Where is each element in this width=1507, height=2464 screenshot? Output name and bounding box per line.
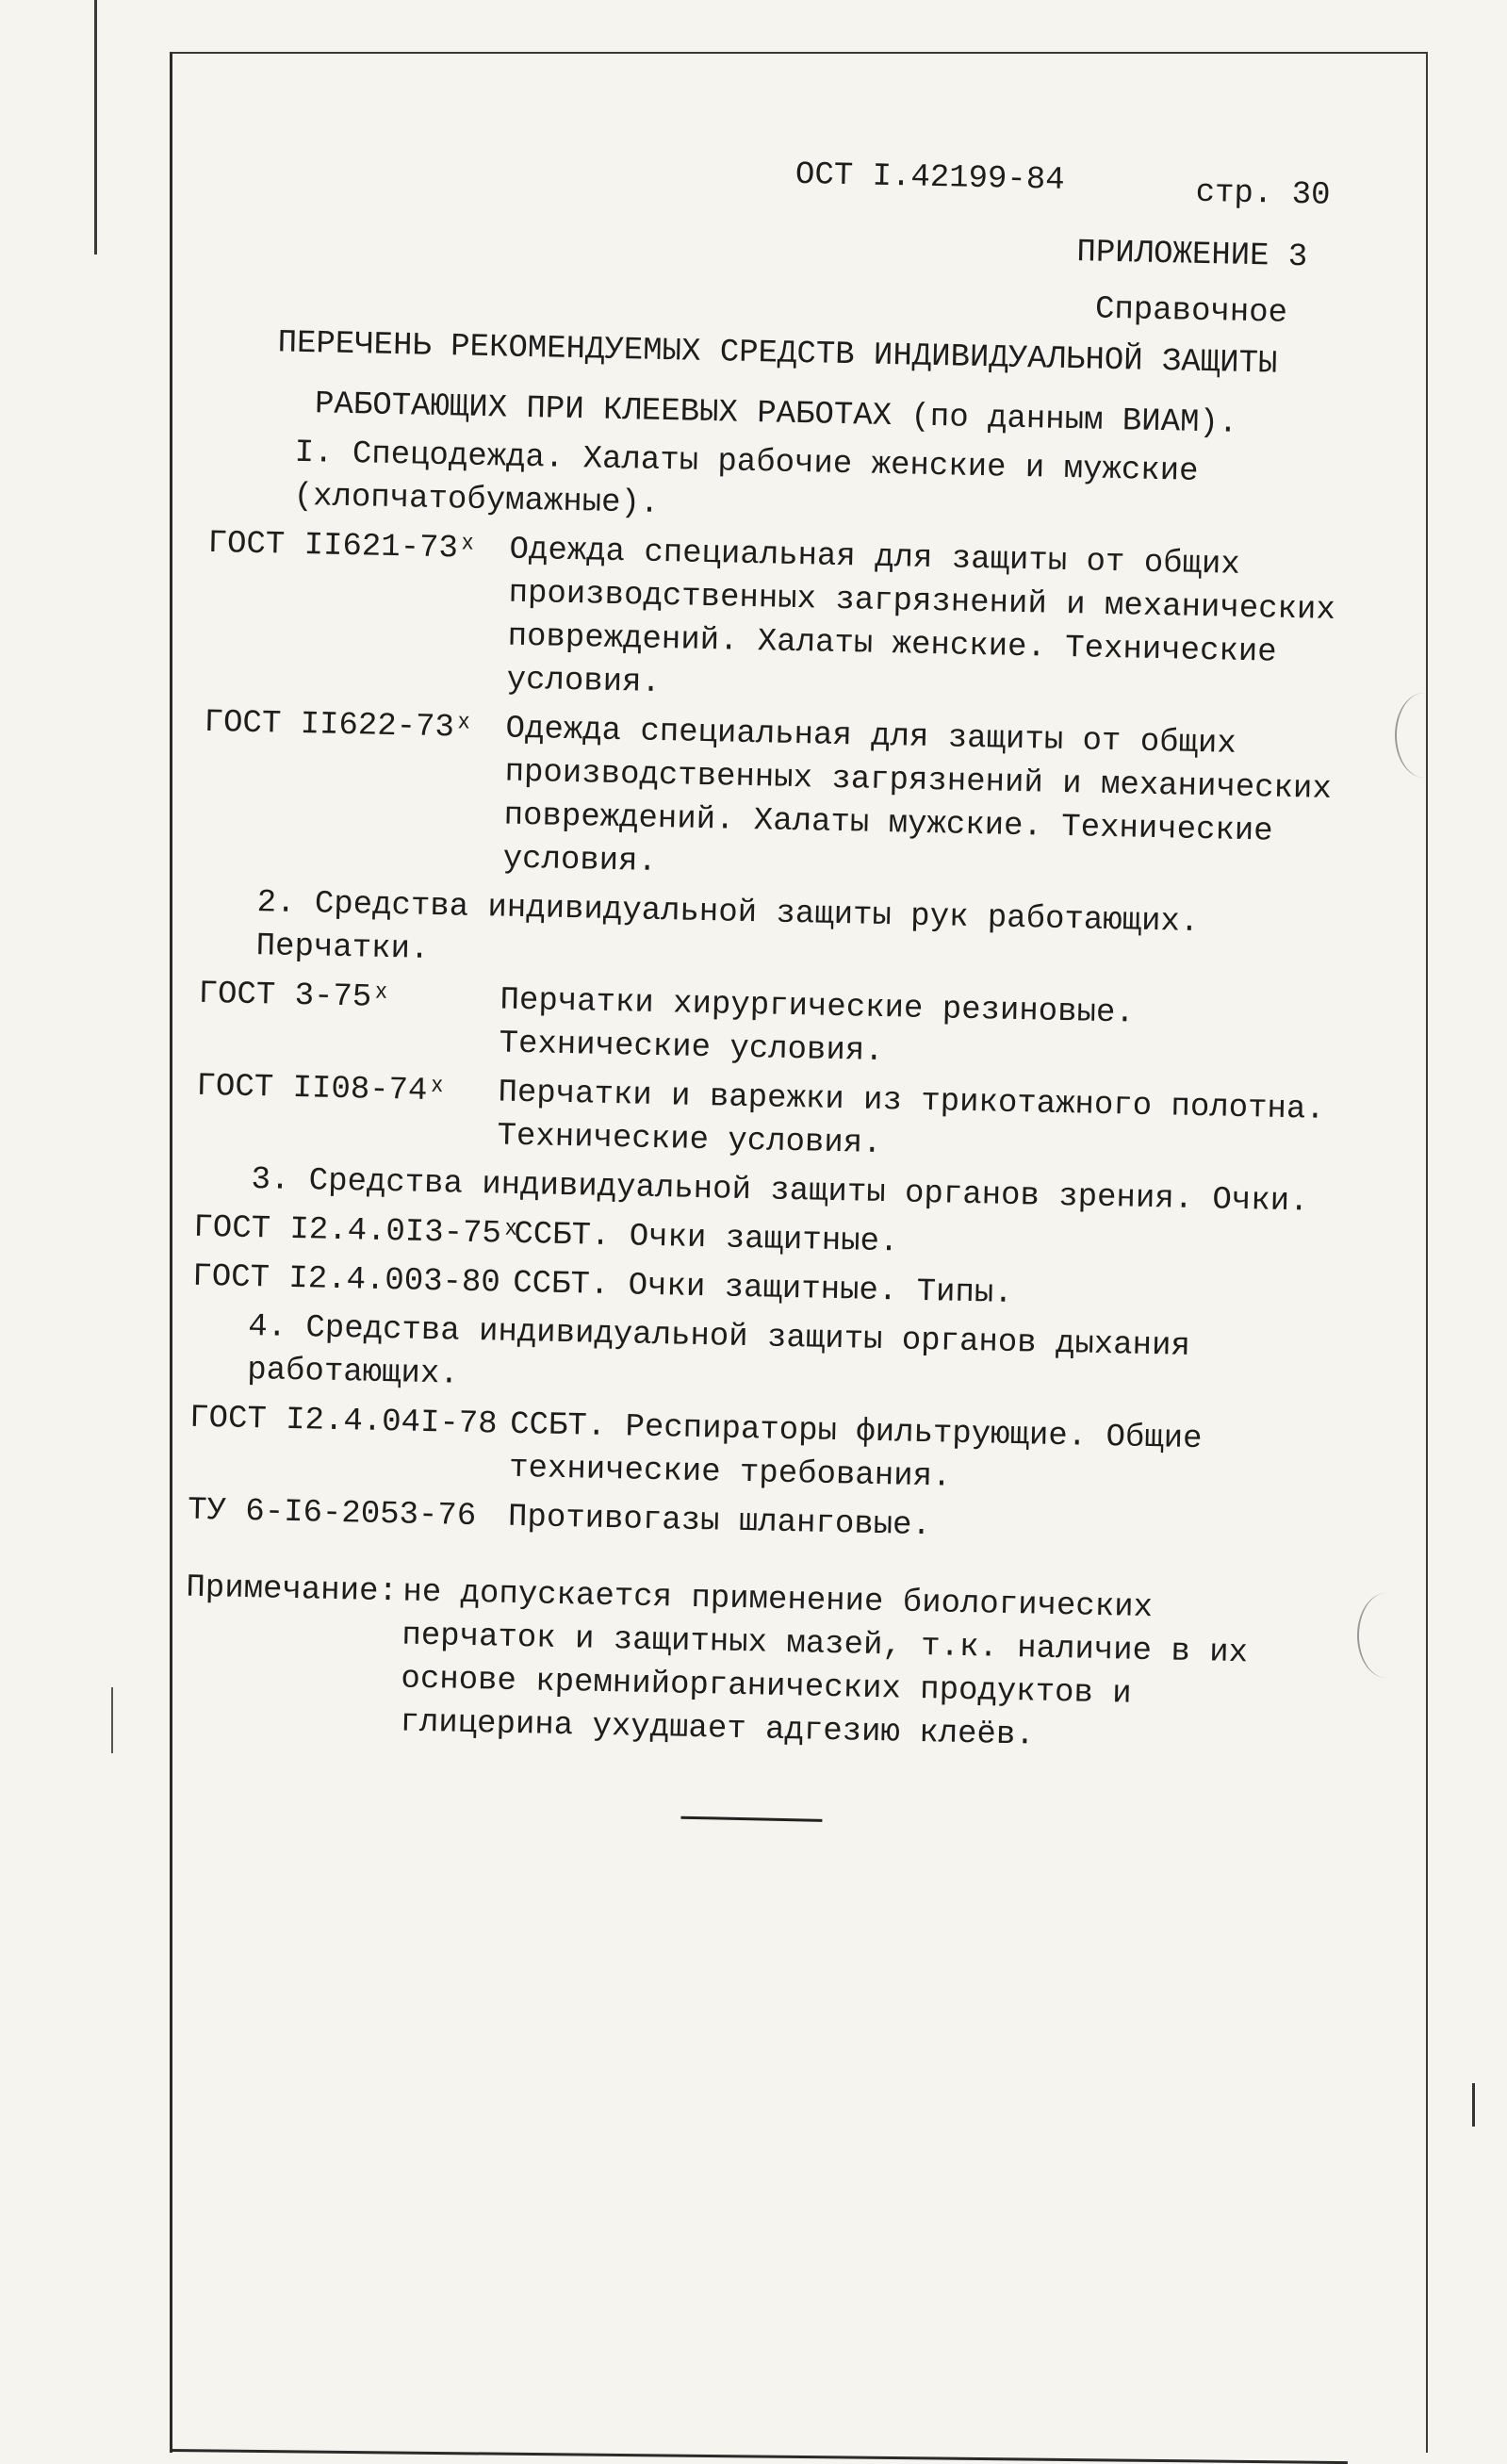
appendix-label: ПРИЛОЖЕНИЕ 3 xyxy=(1076,235,1308,276)
standard-row xyxy=(195,1065,1384,1176)
section-heading: 4. Средства индивидуальной защиты органов дыхания работающих. xyxy=(246,1308,1191,1393)
standard-description: ССБТ. Респираторы фильтрующие. Общие технические требования. xyxy=(508,1406,1203,1496)
standard-row xyxy=(188,1397,1378,1508)
standard-description: ССБТ. Очки защитные. xyxy=(513,1216,899,1261)
standard-code: ГОСТ I2.4.04I-78 xyxy=(188,1400,498,1443)
standard-code: ТУ 6-I6-2053-76 xyxy=(187,1492,477,1536)
note-label: Примечание: xyxy=(186,1569,399,1611)
section-heading: 3. Средства индивидуальной защиты органов зрения. Очки. xyxy=(251,1162,1309,1221)
binding-edge-mark xyxy=(94,0,97,255)
page-number: стр. 30 xyxy=(1195,174,1331,214)
section-heading: 2. Средства индивидуальной защиты рук работающих. Перчатки. xyxy=(255,885,1200,968)
document-code: ОСТ I.42199-84 xyxy=(794,156,1065,199)
standard-description: Одежда специальная для защиты от общих производственных загрязнений и механических повреждений. Халаты женские. Технические условия. xyxy=(506,532,1336,701)
standard-code: ГОСТ I2.4.0I3-75ˣ xyxy=(193,1209,521,1254)
standard-code: ГОСТ II08-74ˣ xyxy=(196,1068,448,1110)
margin-mark xyxy=(111,1687,113,1753)
standard-code: ГОСТ I2.4.003-80 xyxy=(191,1258,501,1302)
document-body xyxy=(182,123,1404,1833)
standard-description: Одежда специальная для защиты от общих производственных загрязнений и механических повреждений. Халаты мужские. Технические условия. xyxy=(502,711,1333,880)
title-line-1: ПЕРЕЧЕНЬ РЕКОМЕНДУЕМЫХ СРЕДСТВ ИНДИВИДУАЛЬНОЙ ЗАЩИТЫ xyxy=(277,325,1278,383)
note-text: не допускается применение биологических перчаток и защитных мазей, т.к. наличие в их основе кремнийорганических продуктов и глицерина ухудшает адгезию клеёв. xyxy=(400,1574,1249,1754)
standard-description: Противогазы шланговые. xyxy=(507,1499,932,1545)
standard-row xyxy=(197,973,1386,1084)
standard-description: ССБТ. Очки защитные. Типы. xyxy=(512,1265,1014,1312)
standard-row xyxy=(205,522,1396,720)
standard-description: Перчатки и варежки из трикотажного полотна. Технические условия. xyxy=(497,1075,1326,1163)
standard-description: Перчатки хирургические резиновые. Технические условия. xyxy=(499,982,1136,1071)
standard-code: ГОСТ II621-73ˣ xyxy=(207,525,478,567)
margin-mark-right xyxy=(1472,2083,1475,2127)
standard-row xyxy=(201,701,1392,899)
title-line-2: РАБОТАЮЩИХ ПРИ КЛЕЕВЫХ РАБОТАХ (по данным ВИАМ). xyxy=(314,386,1238,442)
section-heading: I. Спецодежда. Халаты рабочие женские и мужские (хлопчатобумажные). xyxy=(293,435,1199,522)
standard-code: ГОСТ II622-73ˣ xyxy=(204,704,474,747)
footnote xyxy=(183,1567,1374,1765)
standard-code: ГОСТ 3-75ˣ xyxy=(198,976,392,1017)
appendix-type: Справочное xyxy=(1094,291,1288,332)
